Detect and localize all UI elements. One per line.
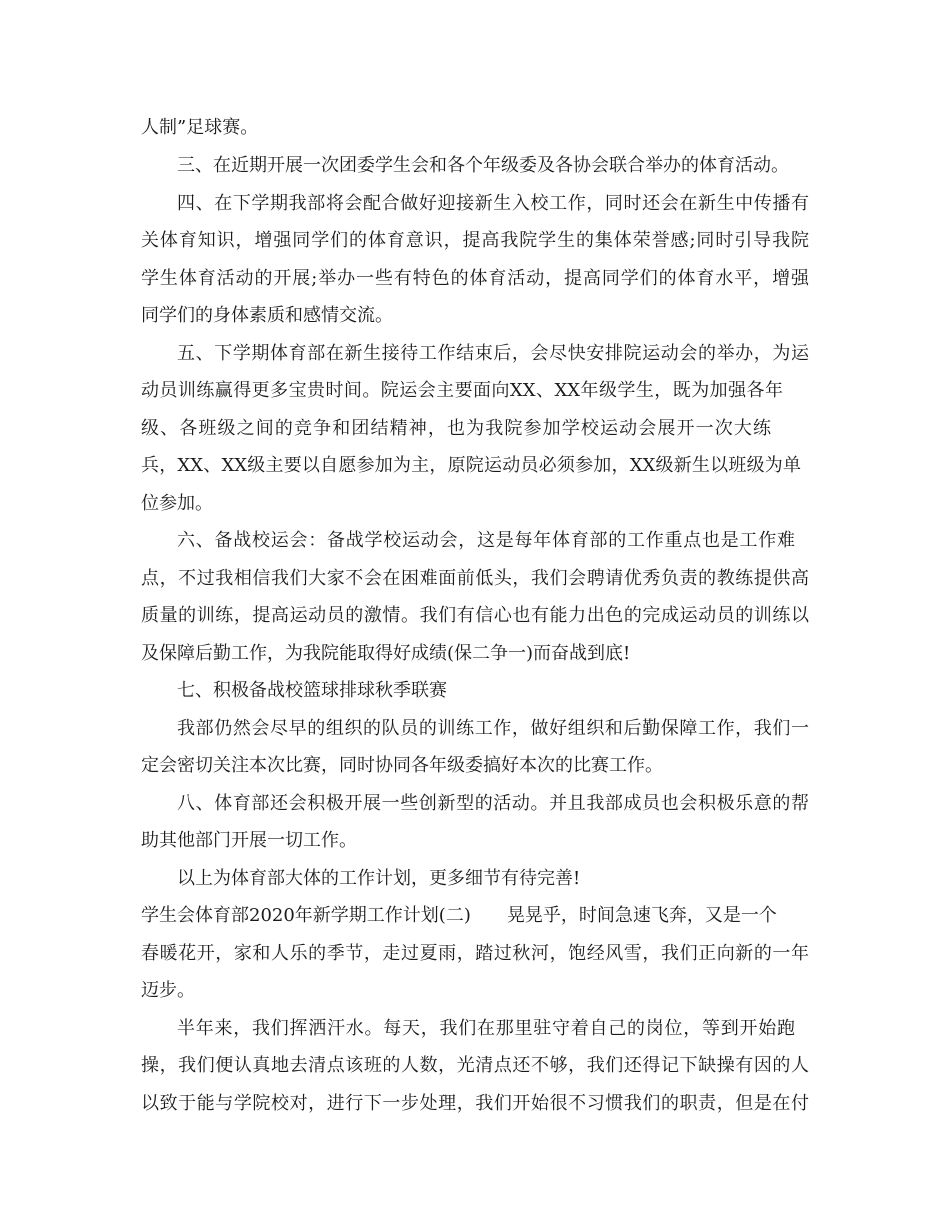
- text-line: 我部仍然会尽早的组织的队员的训练工作，做好组织和后勤保障工作，我们一: [177, 718, 809, 739]
- text-line: 六、备战校运会：备战学校运动会，这是每年体育部的工作重点也是工作难: [177, 530, 795, 551]
- text-fragment: 晃晃乎，时间急速飞奔，又是一个: [506, 905, 777, 926]
- text-line: 级、各班级之间的竞争和团结精神，也为我院参加学校运动会展开一次大练: [141, 418, 771, 439]
- text-line: [141, 904, 777, 928]
- text-line: 人制”足球赛。: [141, 117, 259, 138]
- text-line: 质量的训练，提高运动员的激情。我们有信心也有能力出色的完成运动员的训练以: [141, 605, 809, 626]
- text-line: 操，我们便认真地去清点该班的人数，光清点还不够，我们还得记下缺操有因的人: [141, 1055, 809, 1076]
- text-line: 兵，XX、XX级主要以自愿参加为主，原院运动员必须参加，XX级新生以班级为单: [141, 455, 801, 476]
- text-line: 七、积极备战校篮球排球秋季联赛: [177, 680, 447, 701]
- text-line: 半年来，我们挥洒汗水。每天，我们在那里驻守着自己的岗位，等到开始跑: [177, 1018, 795, 1039]
- text-line: 五、下学期体育部在新生接待工作结束后，会尽快安排院运动会的举办，为运: [177, 343, 809, 364]
- text-line: 位参加。: [141, 493, 213, 514]
- text-line: 动员训练赢得更多宝贵时间。院运会主要面向XX、XX年级学生，既为加强各年: [141, 380, 783, 401]
- text-line: 同学们的身体素质和感情交流。: [141, 305, 393, 326]
- text-line: 以致于能与学院校对，进行下一步处理，我们开始很不习惯我们的职责，但是在付: [141, 1093, 809, 1114]
- text-line: 点，不过我相信我们大家不会在困难面前低头，我们会聘请优秀负责的教练提供高: [141, 568, 809, 589]
- text-line: 迈步。: [141, 980, 195, 1001]
- text-line: 八、体育部还会积极开展一些创新型的活动。并且我部成员也会积极乐意的帮: [177, 793, 809, 814]
- text-line: 三、在近期开展一次团委学生会和各个年级委及各协会联合举办的体育活动。: [177, 155, 789, 176]
- text-line: 四、在下学期我部将会配合做好迎接新生入校工作，同时还会在新生中传播有: [177, 193, 809, 214]
- text-line: 春暖花开，家和人乐的季节，走过夏雨，踏过秋河，饱经风雪，我们正向新的一年: [141, 943, 809, 964]
- text-line: 关体育知识，增强同学们的体育意识，提高我院学生的集体荣誉感;同时引导我院: [141, 230, 809, 251]
- text-line: 以上为体育部大体的工作计划，更多细节有待完善!: [177, 868, 581, 889]
- text-line: 助其他部门开展一切工作。: [141, 830, 357, 851]
- section-title: 学生会体育部2020年新学期工作计划(二): [141, 905, 471, 926]
- text-line: 定会密切关注本次比赛，同时协同各年级委搞好本次的比赛工作。: [141, 755, 663, 776]
- text-line: 及保障后勤工作，为我院能取得好成绩(保二争一)而奋战到底!: [141, 643, 631, 664]
- text-line: 学生体育活动的开展;举办一些有特色的体育活动，提高同学们的体育水平，增强: [141, 268, 809, 289]
